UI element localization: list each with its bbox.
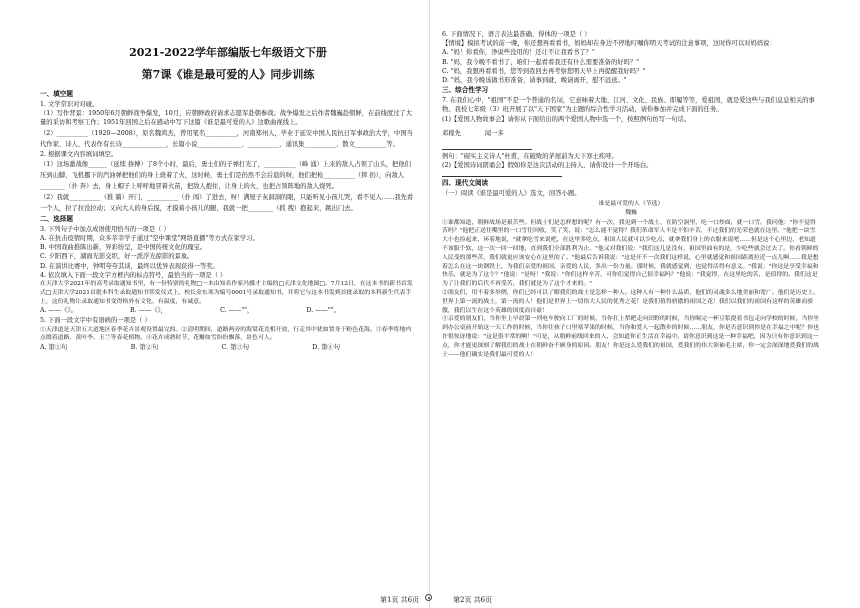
question-5: 5. 下面一段文字中有语病的一项是（ ） <box>40 317 151 325</box>
question-5-passage: ①天津道是天津五大道地区春季花卉景观设置最完的。②清明期间，道路两旁的海棠花竞相开放，行走其中犹如置身于粉色花海。③春季将地内点缀着道路、黄叶李、玉兰等春花植物。④花卉成熟时节，花瓣如雪纷纷飘落，景色可人。 <box>40 326 412 342</box>
option: D. 第④句 <box>312 344 340 352</box>
question-3-option-b: B. 中国戏曲推陈出新，异彩纷呈，是中国传统文化的瑰宝。 <box>40 244 207 252</box>
passage-paragraph-2: ②朋友们，用不着多举例，你们已经可以了解我们的战士是怎样一种人。这种人有一种什么品质，他们的灵魂多么地美丽和宽广。他们是历史上、世界上第一流的战士，第一流的人！他们是世界上一切伟大人民的优秀之花！是我们值得骄傲的祖国之花！我们以我们的祖国有这样的英雄而骄傲，我们以生在这个英雄的国度而自豪！ <box>442 290 819 314</box>
question-3-option-d: D. 在演讲比赛中，钟明夸夸其谈，最终以优异表现获得一等奖。 <box>40 262 219 270</box>
option: C. 第③句 <box>221 344 250 352</box>
question-8: （一）阅读《谁是最可爱的人》选文，回答小题。 <box>442 190 581 198</box>
question-2-part-1: （1）这场激战像______（延续 拚搏）了8个小时，最后，勇士们的子弹打光了，__________（峰 涌）上来的敌人占领了山头，把他们压到山脚，飞机挪下的汽油弹把他们的身上烧着了火，这时候，勇士们是仍然不会后退的呀，他们把枪__________（摔 扔），向敌人________（扑 奔）去，身上帽子上呼呼地冒着火苗，把敌人抱住，让身上的火，也把占领阵地的敌人烧死。 <box>40 160 411 190</box>
question-2-part-2: （2）我就__________（推 躺）开门，__________（扑 闯）了进去，呀！满屋子灰洞洞的眼，只能听见小孩儿哭，看不见人……我先看一个人，拉了拉没拉动；又向大人的身后摸，才摸着小孩儿的腿，我就一把________（抓 拽）抱起来，跳出门去。 <box>40 193 414 212</box>
section-heading: 二、选择题 <box>40 214 73 223</box>
passage-author: 魏巍 <box>625 209 637 216</box>
page-right <box>430 0 860 608</box>
option: C. ——""， <box>220 307 254 315</box>
page-number-right: 第2页 共6页 <box>453 596 493 604</box>
question-1-part-2: （2）__________（1920—2008），原名魏鸿杰，曾用笔名__________，河南郑州人，毕业于延安中国人民抗日军事政治大学，中国当代作家、诗人、代表作有长诗______________，长篇小说______________、__________、通讯集__________、散文__________等。 <box>40 129 413 148</box>
question-3: 3. 下列句子中加点成语使用恰当的一项是（ ） <box>40 225 170 233</box>
section-heading: 四、现代文阅读 <box>442 179 489 188</box>
option: B. 第②句 <box>130 344 159 352</box>
page-number-left: 第1页 共6页 <box>380 596 420 604</box>
question-7-part-2: (2)【爱国诗词朗诵会】假如你是这次活动的主持人，请你设计一个开场白。 <box>442 162 653 170</box>
section-heading: 一、填空题 <box>40 90 73 98</box>
answer-line <box>442 143 532 150</box>
question-4: 4. 依次填入下面一段文字方框内的标点符号，最恰当的一项是（ ） <box>40 271 227 279</box>
passage-paragraph-1: ①谁都知道，朝鲜战场是艰苦些。但战士们是怎样想的呢？有一次，我见到一个战士，在防空洞里，吃一口炒面，就一口雪。我问他："你不觉得苦吗？"他把正送往嘴里的一口雪往回收，笑了笑，说："怎么能不觉得？我们革命军人不是不怕辛苦，不过我们的光荣也就在这里。"他把一块雪大小也捡起来，环着地说，"就拿吃雪来说吧，在这里多吃点，祖国人民就可以少吃点，就拿我们身上的衣服来说吧……但是这个心里边，老知道不该服个软，这一次一回一回地，直到我们全部胜利为止。"他又对我们说："我们这儿是没有，祖国里面有的是，少吃些就会过去了。你看朝鲜的人民受的那些苦，我们就更应该安心在这里的了。"他最后告诉我说："这是开不一次我们这样说，心里就感觉和祖国距离拉近一点儿啊……我是想着怎么在这一块钢铁上，为我们亲爱的祖国、亲爱的人民，多出一份力量。那时候，我就感觉到，也觉得活得有意义。"我说："你这是享受幸福和快乐，就是为了这个？"他说："是呀！"我说："你们这样辛苦，可你们觉得自己很幸福吗？"他说："我觉得，在这里吃的苦，是值得的。我们这是为了让我们的后代不再受苦，我们就是为了这个才来的。" <box>442 219 819 288</box>
question-6-option-c: C. "妈，我想再看看书，您等到我回去再考察您明天早上再提醒我好吗？" <box>442 67 646 75</box>
name-option: 邓稼先 <box>442 129 461 137</box>
option: A. ——《》。 <box>40 307 77 315</box>
document-subtitle: 第7课《谁是最可爱的人》同步训练 <box>141 68 315 81</box>
question-7-names <box>442 129 820 138</box>
option: D. ——""。 <box>306 307 340 315</box>
question-6-option-b: B. "妈，我今晚不看书了，咱们一起看看我还有什么需要准备的好吗？" <box>442 58 640 66</box>
document-title: 2021-2022学年部编版七年级语文下册 <box>129 46 327 59</box>
question-4-passage: 在天津大学2021年的高考录取通知书里，有一份特别的礼物□一本由知名作家冯骥才主编的□天津文化地图□。7月12日，在这本书的新书首发式□天津大学2021首批本科生录取通知书签发仪式上，校长金东寒为编号0001号录取通知书，并将它与这本书发到首批录取的本科新生代表手上，这份礼物让录取通知书变得格外有文化、有温度，有诚意。 <box>40 281 413 305</box>
question-3-option-a: A. 在抗击疫情时期，众多莘莘学子通过"空中课堂"网络直播"等方式在家学习。 <box>40 235 259 243</box>
question-7: 7. 在我们心中，"祖国"不是一个普通的名词，它意味着大地、江河、文化、民族、即履等等，爱祖国，就是爱这些与我们息息相关的事物。我校七年级（3）班开展了以"天下国家"为主题的综合性学习活动，请你参加并完成下面的任务。 <box>442 97 815 114</box>
question-6-option-a: A. "妈！你看你，净说些没用的！还让不让我看书了？" <box>442 49 595 57</box>
name-option: 闻一多 <box>484 129 504 137</box>
answer-line <box>442 170 562 177</box>
question-6-option-d: D. "妈，我今晚该做书形准备，请事到就，晚请离开，慰不远送。" <box>442 77 627 85</box>
question-2: 2. 根据课文内容填词填空。 <box>40 150 118 158</box>
passage-paragraph-3: ③亲爱的朋友们，当你坐上早晨第一列电车驶向工厂的时候，当你扛上犁耙走向田野的时候，当你喝完一杯豆浆提着书包走向学校的时候，当你坐到办公桌前开始这一天工作的时候，当你往孩子口里塞苹果的时候，当你和爱人一起散步的时候……朋友，你是否意识到你是在幸福之中呢？你也许很惊讶地说："这是很平常的啊！"可是，从朝鲜前线回来的人，会知道你正生活在幸福中。请你意识到这是一种幸福吧，因为只有你意识到这一点，你才能更深刻了解我们的战士在朝鲜奋不顾身的原因。朋友！你是这么爱我们的祖国，爱我们的伟大领袖毛主席，你一定会深深地爱我们的战士——他们确实是我们最可爱的人！ <box>442 316 819 358</box>
option: A. 第①句 <box>40 344 68 352</box>
question-5-options <box>40 343 340 353</box>
question-6: 6. 下面情况下，语言表达最准确、得体的一项是（ ） <box>442 31 591 38</box>
question-1-part-1: （1）写作背景：1950年6月朝鲜战争爆发，10月，应朝鲜政府请求志愿军赴朝参战；战争爆发之后作者魏巍赴朝鲜，在前线度过了大量的采访和考察工作；1951年回国之后在感动中写下这篇《谁是最可爱的人》这歌曲视线上。 <box>40 110 413 127</box>
question-1: 1. 文学常识对对碰。 <box>40 101 99 108</box>
option: B. ——《》， <box>130 307 167 315</box>
question-3-option-c: C. 夕阳西下，湖面光影交织，好一派浮光掠影的景象。 <box>40 253 194 261</box>
passage-title: 谁是最可爱的人（节选） <box>598 200 664 207</box>
question-7-example: 例句："砚实主义诗人"杜甫，在破败的茅屋前为天下寒士疾呼。 <box>442 153 618 161</box>
binding-marker-icon <box>425 594 432 601</box>
question-4-options <box>40 306 340 316</box>
question-7-part-1: (1)【爱国人物故事会】请你从下面给出的两个爱国人物中选一个，按照例句仿写一句话。 <box>442 115 691 123</box>
question-6-context: 【情境】模拟考试的前一晚，你还想再看看书，妈妈却在身边不停地叮嘱你明天考试的注意事项，这时你可以对妈妈说： <box>442 40 776 48</box>
section-heading: 三、综合性学习 <box>442 86 489 95</box>
